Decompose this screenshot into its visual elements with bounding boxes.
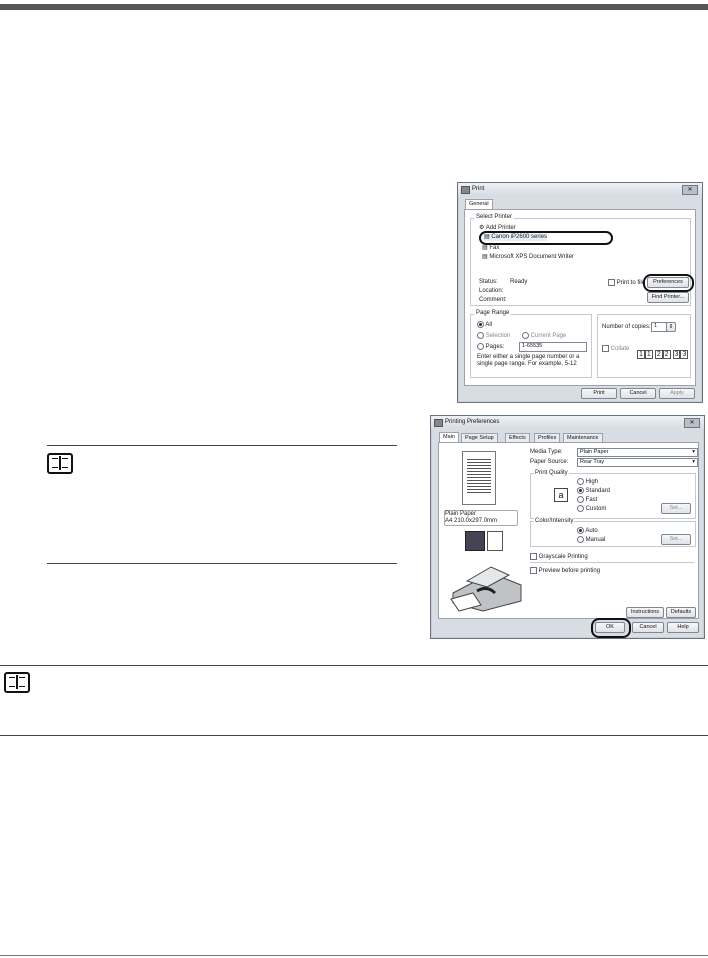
divider (530, 562, 694, 563)
collate-checkbox[interactable]: Collate (602, 345, 629, 353)
footer-rule (0, 955, 708, 956)
note-box-bottom-rule (47, 563, 397, 564)
print-quality-label: Print Quality (535, 470, 568, 476)
print-dialog (457, 182, 703, 403)
quality-set-button[interactable]: Set... (661, 503, 691, 514)
cancel-button[interactable]: Cancel (620, 388, 656, 399)
pages-hint: Enter either a single page number or a single page range. For example, 5-12 (477, 354, 580, 367)
color-auto-radio[interactable]: Auto (577, 527, 598, 535)
copies-input[interactable]: 1 (651, 322, 667, 332)
range-selection-radio[interactable]: Selection (477, 332, 510, 340)
cancel-button[interactable]: Cancel (632, 622, 664, 633)
note-box-top-rule (47, 445, 397, 446)
paper-icon (487, 531, 503, 551)
media-type-select[interactable]: Plain Paper ▾ (577, 448, 698, 457)
paper-source-label: Paper Source: (530, 459, 569, 465)
print-to-file-checkbox[interactable]: Print to file (608, 279, 645, 287)
preview-checkbox[interactable]: Preview before printing (530, 567, 600, 575)
printer-icon (434, 419, 443, 427)
copies-label: Number of copies: (602, 324, 651, 330)
printer-item-canon[interactable]: ▤ Canon iP2600 series (484, 234, 548, 240)
status-label: Status: (479, 279, 498, 285)
ok-button[interactable]: OK (595, 622, 625, 633)
defaults-button[interactable]: Defaults (666, 607, 696, 618)
quality-custom-radio[interactable]: Custom (577, 505, 606, 513)
prefs-title: Printing Preferences (445, 419, 500, 425)
comment-label: Comment: (479, 297, 507, 303)
range-current-radio[interactable]: Current Page (522, 332, 566, 340)
prefs-main-panel (438, 442, 699, 619)
grayscale-checkbox[interactable]: Grayscale Printing (530, 553, 588, 561)
print-general-panel (464, 209, 696, 386)
paper-info: Plain Paper A4 210.0x297.0mm (444, 510, 518, 526)
note-book-icon (47, 453, 73, 474)
tab-general[interactable]: General (465, 199, 493, 209)
tab-maintenance[interactable]: Maintenance (563, 433, 603, 443)
printer-item-xps[interactable]: ▤ Microsoft XPS Document Writer (482, 254, 574, 260)
copies-spinner[interactable]: ⇕ (666, 322, 676, 332)
orientation-icon (465, 531, 485, 551)
paper-source-select[interactable]: Rear Tray ▾ (577, 458, 698, 467)
print-button[interactable]: Print (581, 388, 617, 399)
select-printer-label: Select Printer (476, 214, 513, 220)
printer-item-fax[interactable]: ▤ Fax (482, 245, 500, 251)
printer-icon (461, 186, 470, 194)
location-label: Location: (479, 288, 504, 294)
apply-button[interactable]: Apply (659, 388, 695, 399)
note-full-top-rule (0, 665, 708, 666)
printer-illustration (447, 563, 525, 613)
close-icon[interactable]: ✕ (682, 185, 698, 195)
color-set-button[interactable]: Set... (661, 534, 691, 545)
range-pages-radio[interactable]: Pages: (477, 343, 504, 351)
printer-item-add[interactable]: ⚙ Add Printer (479, 225, 516, 231)
quality-icon: a (554, 488, 568, 502)
help-button[interactable]: Help (667, 622, 699, 633)
paper-preview (462, 451, 496, 505)
prefs-titlebar (431, 416, 704, 429)
color-intensity-label: Color/Intensity (535, 518, 574, 524)
note-full-bottom-rule (0, 735, 708, 736)
quality-fast-radio[interactable]: Fast (577, 496, 597, 504)
print-dialog-titlebar (458, 183, 702, 196)
printing-preferences-dialog (430, 415, 705, 639)
tab-page-setup[interactable]: Page Setup (461, 433, 498, 443)
close-icon[interactable]: ✕ (684, 418, 700, 428)
range-all-radio[interactable]: All (477, 321, 492, 329)
note-book-icon (4, 672, 30, 693)
preferences-button[interactable]: Preferences (647, 277, 689, 288)
tab-effects[interactable]: Effects (505, 433, 530, 443)
status-value: Ready (510, 279, 528, 285)
pages-input[interactable]: 1-65535 (519, 342, 587, 352)
print-dialog-title: Print (472, 186, 485, 192)
media-type-label: Media Type: (530, 449, 563, 455)
color-manual-radio[interactable]: Manual (577, 536, 605, 544)
instructions-button[interactable]: Instructions (626, 607, 664, 618)
quality-standard-radio[interactable]: Standard (577, 487, 610, 495)
tab-profiles[interactable]: Profiles (534, 433, 560, 443)
quality-high-radio[interactable]: High (577, 478, 598, 486)
page-range-label: Page Range (476, 310, 510, 316)
tab-main[interactable]: Main (439, 432, 459, 442)
find-printer-button[interactable]: Find Printer... (647, 292, 689, 303)
header-rule (0, 4, 708, 10)
collate-illustration: 1 1 2 2 3 3 (639, 351, 687, 358)
